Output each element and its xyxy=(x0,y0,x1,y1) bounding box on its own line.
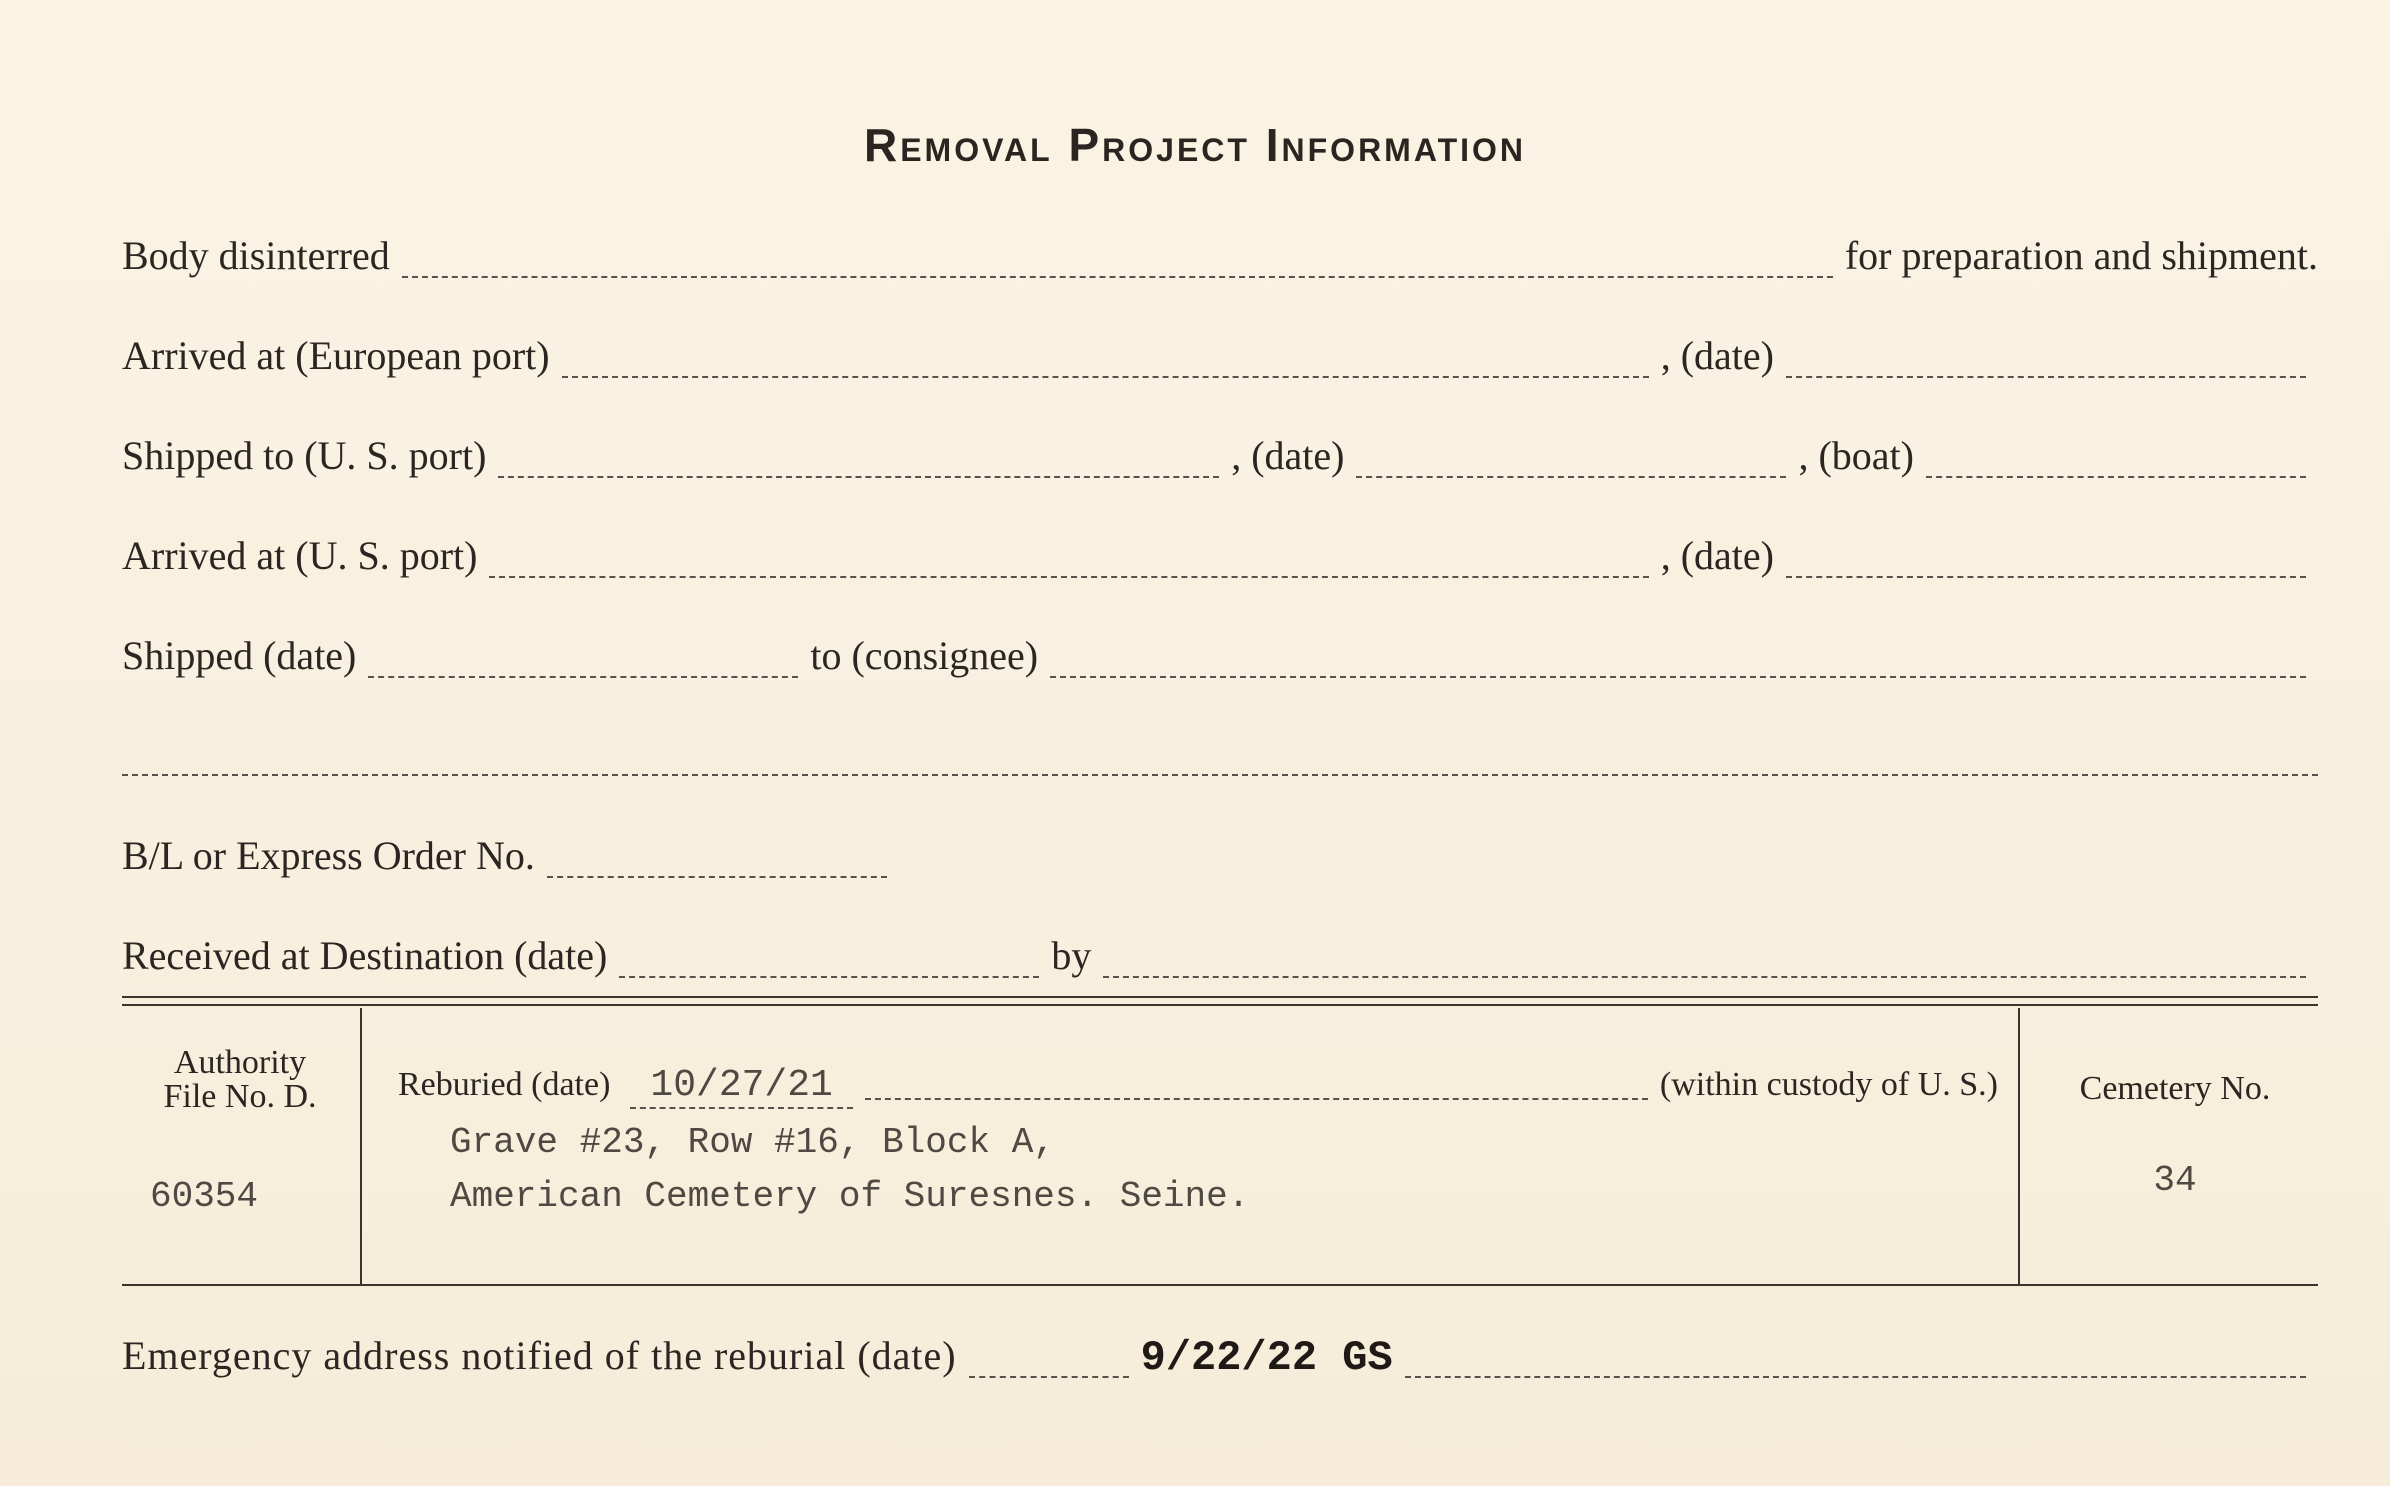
file-number: 60354 xyxy=(150,1176,259,1217)
label-date: , (date) xyxy=(1231,433,1345,478)
label-boat: , (boat) xyxy=(1798,433,1914,478)
label-arrived-us: Arrived at (U. S. port) xyxy=(122,533,478,578)
blank-boat xyxy=(1926,476,2306,478)
label-date: , (date) xyxy=(1660,533,1774,578)
row-received-destination xyxy=(122,932,2318,992)
blank-bl-order xyxy=(547,876,887,878)
row-bl-order xyxy=(122,832,2318,892)
blank-received-date xyxy=(619,976,1039,978)
row-shipped-consignee xyxy=(122,632,2318,692)
label-received-destination: Received at Destination (date) xyxy=(122,933,608,978)
blank-received-by xyxy=(1103,976,2306,978)
blank-european-date xyxy=(1786,376,2306,378)
label-bl-order: B/L or Express Order No. xyxy=(122,833,535,878)
row-shipped-to-us xyxy=(122,432,2318,492)
blank-arrived-us-date xyxy=(1786,576,2306,578)
row-body-disinterred xyxy=(122,232,2318,292)
reburied-date: 10/27/21 xyxy=(630,1064,852,1109)
table-top-rule xyxy=(122,996,2318,998)
label-shipped-date: Shipped (date) xyxy=(122,633,357,678)
grave-location-line-1: Grave #23, Row #16, Block A, xyxy=(450,1122,1055,1163)
label-custody: (within custody of U. S.) xyxy=(1659,1066,1998,1103)
blank-arrived-us-port xyxy=(489,576,1648,578)
card-title: Removal Project Information xyxy=(863,119,1527,171)
blank-body-disinterred xyxy=(402,276,1833,278)
label-shipped-to-us: Shipped to (U. S. port) xyxy=(122,433,487,478)
row-arrived-european xyxy=(122,332,2318,392)
blank-consignee xyxy=(1050,676,2306,678)
table-bottom-rule xyxy=(122,1284,2318,1286)
label-reburied: Reburied (date) xyxy=(398,1066,611,1103)
label-body-disinterred: Body disinterred xyxy=(122,233,390,278)
blank-emergency-lead xyxy=(969,1376,1129,1378)
label-arrived-european: Arrived at (European port) xyxy=(122,333,550,378)
blank-ship-date xyxy=(1356,476,1786,478)
row-emergency xyxy=(122,1332,2318,1392)
table-divider-right xyxy=(2018,1008,2020,1284)
blank-european-port xyxy=(562,376,1649,378)
blank-emergency xyxy=(1405,1376,2306,1378)
label-emergency: Emergency address notified of the reburial (date) xyxy=(122,1333,957,1378)
label-file-no: File No. D. xyxy=(163,1078,317,1115)
row-arrived-us xyxy=(122,532,2318,592)
table-divider-left xyxy=(360,1008,362,1284)
label-cemetery-no: Cemetery No. xyxy=(2079,1070,2271,1107)
blank-continuation-line xyxy=(122,774,2318,776)
emergency-date: 9/22/22 GS xyxy=(1140,1334,1393,1382)
cemetery-number: 34 xyxy=(2153,1160,2197,1201)
label-date: , (date) xyxy=(1660,333,1774,378)
label-authority: Authority xyxy=(173,1044,307,1081)
label-by: by xyxy=(1051,933,1092,978)
blank-reburied xyxy=(865,1098,1648,1100)
label-for-preparation: for preparation and shipment. xyxy=(1844,233,2318,278)
table-top-rule-2 xyxy=(122,1004,2318,1006)
blank-shipped-date xyxy=(368,676,798,678)
row-reburied xyxy=(398,1064,1998,1114)
grave-location-line-2: American Cemetery of Suresnes. Seine. xyxy=(450,1176,1250,1217)
label-to-consignee: to (consignee) xyxy=(810,633,1039,678)
blank-us-port xyxy=(498,476,1219,478)
